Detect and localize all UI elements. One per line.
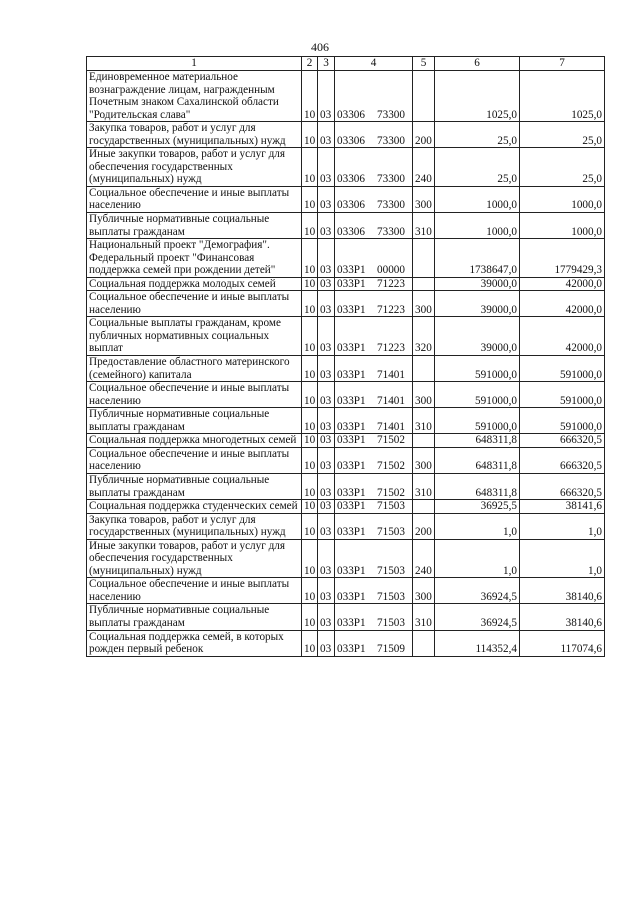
table-row <box>87 604 605 630</box>
table-row <box>87 382 605 408</box>
section-code: 10 <box>302 604 318 630</box>
row-name: Социальное обеспечение и иные выплаты населению <box>87 447 302 473</box>
target-article-direction: 71223 <box>377 342 405 355</box>
section-code: 10 <box>302 317 318 356</box>
target-article-code <box>335 539 413 578</box>
target-article-program: 033Р1 <box>337 590 366 603</box>
row-name: Закупка товаров, работ и услуг для государственных (муниципальных) нужд <box>87 513 302 539</box>
amount-column-7: 42000,0 <box>520 317 605 356</box>
table-row <box>87 473 605 499</box>
row-name: Социальное обеспечение и иные выплаты населению <box>87 382 302 408</box>
amount-column-6: 25,0 <box>435 148 520 187</box>
target-article-program: 033Р1 <box>337 616 366 629</box>
target-article-program: 033Р1 <box>337 564 366 577</box>
amount-column-6: 39000,0 <box>435 317 520 356</box>
row-name: Национальный проект "Демография". Федеральный проект "Финансовая поддержка семей при рождении детей" <box>87 239 302 278</box>
section-code: 10 <box>302 408 318 434</box>
amount-column-7: 1779429,3 <box>520 239 605 278</box>
target-article-direction: 73300 <box>377 199 405 212</box>
target-article-direction: 71223 <box>377 303 405 316</box>
target-article-code <box>335 71 413 122</box>
target-article-direction: 73300 <box>377 225 405 238</box>
subsection-code: 03 <box>318 473 335 499</box>
target-article-code <box>335 408 413 434</box>
subsection-code: 03 <box>318 513 335 539</box>
amount-column-7: 666320,5 <box>520 473 605 499</box>
expense-type-code: 300 <box>413 447 435 473</box>
section-code: 10 <box>302 186 318 212</box>
target-article-direction: 71503 <box>377 564 405 577</box>
target-article-program: 03306 <box>337 173 365 186</box>
row-name: Иные закупки товаров, работ и услуг для обеспечения государственных (муниципальных) нужд <box>87 148 302 187</box>
table-row <box>87 277 605 291</box>
table-row <box>87 213 605 239</box>
amount-column-7: 591000,0 <box>520 382 605 408</box>
subsection-code: 03 <box>318 148 335 187</box>
table-row <box>87 500 605 514</box>
target-article-program: 03306 <box>337 134 365 147</box>
expense-type-code: 300 <box>413 186 435 212</box>
subsection-code: 03 <box>318 317 335 356</box>
table-row <box>87 71 605 122</box>
subsection-code: 03 <box>318 434 335 448</box>
row-name: Единовременное материальное вознаграждение лицам, награжденным Почетным знаком Сахалинской области "Родительская слава" <box>87 71 302 122</box>
target-article-code <box>335 213 413 239</box>
amount-column-6: 39000,0 <box>435 291 520 317</box>
expense-type-code <box>413 239 435 278</box>
column-header-5: 5 <box>413 57 435 71</box>
section-code: 10 <box>302 578 318 604</box>
column-header-6: 6 <box>435 57 520 71</box>
amount-column-7: 1000,0 <box>520 186 605 212</box>
row-name: Социальная поддержка студенческих семей <box>87 500 302 514</box>
table-row <box>87 578 605 604</box>
table-row <box>87 186 605 212</box>
section-code: 10 <box>302 382 318 408</box>
expense-type-code: 200 <box>413 122 435 148</box>
target-article-code <box>335 291 413 317</box>
target-article-code <box>335 604 413 630</box>
target-article-code <box>335 382 413 408</box>
target-article-direction: 71401 <box>377 394 405 407</box>
amount-column-7: 25,0 <box>520 122 605 148</box>
target-article-code <box>335 239 413 278</box>
amount-column-6: 591000,0 <box>435 356 520 382</box>
amount-column-6: 1,0 <box>435 539 520 578</box>
subsection-code: 03 <box>318 539 335 578</box>
target-article-direction: 71503 <box>377 500 405 513</box>
table-row <box>87 434 605 448</box>
section-code: 10 <box>302 630 318 656</box>
target-article-program: 033Р1 <box>337 500 366 513</box>
amount-column-6: 36924,5 <box>435 578 520 604</box>
target-article-program: 033Р1 <box>337 434 366 447</box>
column-header-2: 2 <box>302 57 318 71</box>
target-article-code <box>335 473 413 499</box>
expense-type-code: 300 <box>413 382 435 408</box>
section-code: 10 <box>302 500 318 514</box>
page-number: 406 <box>311 40 329 54</box>
expense-type-code: 300 <box>413 578 435 604</box>
amount-column-6: 591000,0 <box>435 408 520 434</box>
target-article-program: 033Р1 <box>337 277 366 290</box>
subsection-code: 03 <box>318 213 335 239</box>
table-row <box>87 539 605 578</box>
section-code: 10 <box>302 122 318 148</box>
target-article-program: 03306 <box>337 199 365 212</box>
expense-type-code: 320 <box>413 317 435 356</box>
target-article-direction: 71401 <box>377 368 405 381</box>
expense-type-code: 310 <box>413 213 435 239</box>
table-row <box>87 408 605 434</box>
target-article-program: 033Р1 <box>337 368 366 381</box>
table-row <box>87 356 605 382</box>
amount-column-6: 648311,8 <box>435 447 520 473</box>
table-row <box>87 630 605 656</box>
expense-type-code: 240 <box>413 539 435 578</box>
expense-type-code <box>413 71 435 122</box>
column-header-3: 3 <box>318 57 335 71</box>
target-article-direction: 73300 <box>377 134 405 147</box>
expense-type-code: 300 <box>413 291 435 317</box>
amount-column-7: 1000,0 <box>520 213 605 239</box>
amount-column-6: 1,0 <box>435 513 520 539</box>
row-name: Социальное обеспечение и иные выплаты населению <box>87 291 302 317</box>
subsection-code: 03 <box>318 291 335 317</box>
target-article-direction: 71503 <box>377 526 405 539</box>
target-article-code <box>335 186 413 212</box>
expense-type-code: 200 <box>413 513 435 539</box>
row-name: Иные закупки товаров, работ и услуг для обеспечения государственных (муниципальных) нужд <box>87 539 302 578</box>
target-article-program: 033Р1 <box>337 420 366 433</box>
target-article-program: 033Р1 <box>337 264 366 277</box>
target-article-direction: 71401 <box>377 420 405 433</box>
amount-column-6: 591000,0 <box>435 382 520 408</box>
subsection-code: 03 <box>318 239 335 278</box>
target-article-code <box>335 277 413 291</box>
target-article-program: 03306 <box>337 108 365 121</box>
target-article-direction: 71502 <box>377 434 405 447</box>
amount-column-6: 1738647,0 <box>435 239 520 278</box>
target-article-program: 033Р1 <box>337 303 366 316</box>
amount-column-7: 666320,5 <box>520 434 605 448</box>
target-article-direction: 73300 <box>377 108 405 121</box>
target-article-code <box>335 447 413 473</box>
row-name: Социальное обеспечение и иные выплаты населению <box>87 578 302 604</box>
target-article-code <box>335 148 413 187</box>
target-article-direction: 71502 <box>377 486 405 499</box>
subsection-code: 03 <box>318 578 335 604</box>
table-row <box>87 122 605 148</box>
amount-column-7: 42000,0 <box>520 291 605 317</box>
subsection-code: 03 <box>318 277 335 291</box>
budget-table <box>86 56 605 657</box>
target-article-program: 033Р1 <box>337 486 366 499</box>
section-code: 10 <box>302 213 318 239</box>
row-name: Публичные нормативные социальные выплаты гражданам <box>87 604 302 630</box>
target-article-code <box>335 500 413 514</box>
table-row <box>87 291 605 317</box>
row-name: Закупка товаров, работ и услуг для государственных (муниципальных) нужд <box>87 122 302 148</box>
amount-column-7: 591000,0 <box>520 408 605 434</box>
target-article-direction: 71503 <box>377 616 405 629</box>
row-name: Социальная поддержка семей, в которых рожден первый ребенок <box>87 630 302 656</box>
amount-column-7: 1,0 <box>520 513 605 539</box>
amount-column-7: 666320,5 <box>520 447 605 473</box>
column-header-1: 1 <box>87 57 302 71</box>
target-article-direction: 71223 <box>377 277 405 290</box>
target-article-code <box>335 630 413 656</box>
column-header-7: 7 <box>520 57 605 71</box>
table-row <box>87 317 605 356</box>
amount-column-6: 36924,5 <box>435 604 520 630</box>
section-code: 10 <box>302 71 318 122</box>
expense-type-code: 310 <box>413 408 435 434</box>
target-article-direction: 71509 <box>377 643 405 656</box>
target-article-code <box>335 317 413 356</box>
amount-column-6: 25,0 <box>435 122 520 148</box>
subsection-code: 03 <box>318 630 335 656</box>
expense-type-code: 310 <box>413 604 435 630</box>
section-code: 10 <box>302 291 318 317</box>
row-name: Социальное обеспечение и иные выплаты населению <box>87 186 302 212</box>
row-name: Публичные нормативные социальные выплаты гражданам <box>87 408 302 434</box>
target-article-program: 03306 <box>337 225 365 238</box>
amount-column-7: 1025,0 <box>520 71 605 122</box>
subsection-code: 03 <box>318 186 335 212</box>
amount-column-6: 39000,0 <box>435 277 520 291</box>
amount-column-6: 1025,0 <box>435 71 520 122</box>
amount-column-7: 38140,6 <box>520 604 605 630</box>
section-code: 10 <box>302 513 318 539</box>
target-article-program: 033Р1 <box>337 526 366 539</box>
row-name: Социальная поддержка молодых семей <box>87 277 302 291</box>
section-code: 10 <box>302 356 318 382</box>
expense-type-code: 240 <box>413 148 435 187</box>
amount-column-6: 36925,5 <box>435 500 520 514</box>
amount-column-7: 1,0 <box>520 539 605 578</box>
target-article-code <box>335 122 413 148</box>
subsection-code: 03 <box>318 356 335 382</box>
expense-type-code <box>413 277 435 291</box>
target-article-program: 033Р1 <box>337 643 366 656</box>
amount-column-6: 114352,4 <box>435 630 520 656</box>
subsection-code: 03 <box>318 447 335 473</box>
row-name: Социальные выплаты гражданам, кроме публичных нормативных социальных выплат <box>87 317 302 356</box>
table-row <box>87 513 605 539</box>
section-code: 10 <box>302 434 318 448</box>
target-article-direction: 71502 <box>377 460 405 473</box>
target-article-program: 033Р1 <box>337 394 366 407</box>
amount-column-7: 25,0 <box>520 148 605 187</box>
subsection-code: 03 <box>318 382 335 408</box>
target-article-code <box>335 356 413 382</box>
section-code: 10 <box>302 239 318 278</box>
target-article-program: 033Р1 <box>337 342 366 355</box>
row-name: Предоставление областного материнского (семейного) капитала <box>87 356 302 382</box>
subsection-code: 03 <box>318 500 335 514</box>
amount-column-6: 648311,8 <box>435 434 520 448</box>
amount-column-6: 648311,8 <box>435 473 520 499</box>
amount-column-7: 117074,6 <box>520 630 605 656</box>
table-row <box>87 148 605 187</box>
amount-column-7: 38141,6 <box>520 500 605 514</box>
target-article-direction: 73300 <box>377 173 405 186</box>
section-code: 10 <box>302 277 318 291</box>
section-code: 10 <box>302 447 318 473</box>
amount-column-6: 1000,0 <box>435 213 520 239</box>
subsection-code: 03 <box>318 408 335 434</box>
table-row <box>87 447 605 473</box>
row-name: Публичные нормативные социальные выплаты гражданам <box>87 213 302 239</box>
expense-type-code <box>413 434 435 448</box>
target-article-code <box>335 513 413 539</box>
amount-column-6: 1000,0 <box>435 186 520 212</box>
target-article-code <box>335 578 413 604</box>
row-name: Социальная поддержка многодетных семей <box>87 434 302 448</box>
target-article-code <box>335 434 413 448</box>
target-article-program: 033Р1 <box>337 460 366 473</box>
expense-type-code <box>413 500 435 514</box>
section-code: 10 <box>302 473 318 499</box>
amount-column-7: 42000,0 <box>520 277 605 291</box>
header-row <box>87 57 605 71</box>
subsection-code: 03 <box>318 122 335 148</box>
expense-type-code: 310 <box>413 473 435 499</box>
expense-type-code <box>413 356 435 382</box>
target-article-direction: 00000 <box>377 264 405 277</box>
target-article-direction: 71503 <box>377 590 405 603</box>
row-name: Публичные нормативные социальные выплаты гражданам <box>87 473 302 499</box>
subsection-code: 03 <box>318 71 335 122</box>
amount-column-7: 38140,6 <box>520 578 605 604</box>
expense-type-code <box>413 630 435 656</box>
section-code: 10 <box>302 539 318 578</box>
table-row <box>87 239 605 278</box>
amount-column-7: 591000,0 <box>520 356 605 382</box>
column-header-4: 4 <box>335 57 413 71</box>
section-code: 10 <box>302 148 318 187</box>
subsection-code: 03 <box>318 604 335 630</box>
